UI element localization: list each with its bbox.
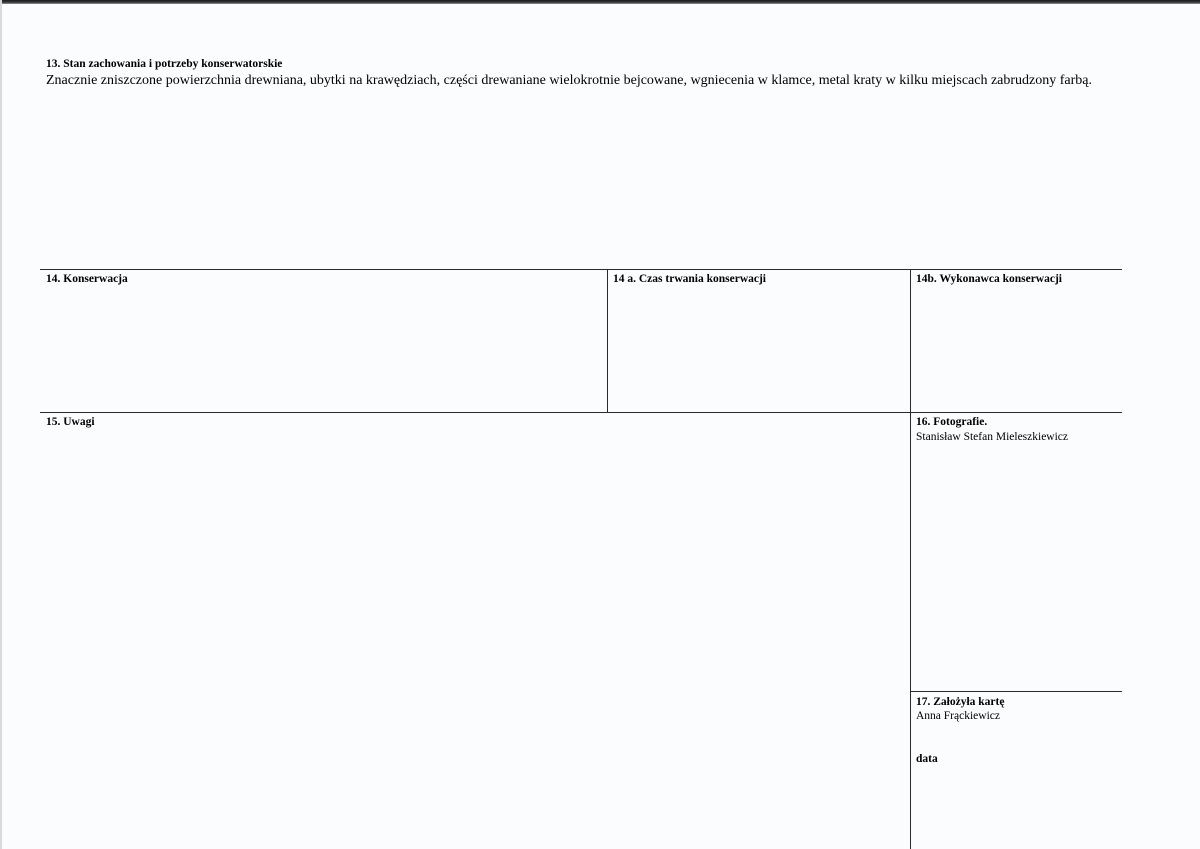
scan-edge-top [0, 0, 1200, 4]
section-14-label: 14. Konserwacja [46, 273, 128, 285]
section-14a-label: 14 a. Czas trwania konserwacji [613, 273, 766, 285]
column-divider-14b [910, 269, 911, 849]
section-17-label: 17. Założyła kartę [916, 696, 1005, 708]
section-17-date-label: data [916, 753, 938, 765]
section-13-condition [46, 57, 1126, 91]
section-16-label: 16. Fotografie. [916, 416, 988, 428]
section-13-content: Znacznie zniszczone powierzchnia drewniana, ubytki na krawędziach, części drewaniane wielokrotnie bejcowane, wgniecenia w klamce, metal kraty w kilku miejscach zabrudzony farbą. [46, 73, 1093, 88]
table-top-border [40, 269, 1122, 270]
section-13-label: 13. Stan zachowania i potrzeby konserwatorskie [46, 58, 283, 70]
section-16-value: Stanisław Stefan Mieleszkiewicz [916, 431, 1069, 443]
section-17-value: Anna Frąckiewicz [916, 710, 1000, 722]
section-14b-label: 14b. Wykonawca konserwacji [916, 273, 1062, 285]
row-divider-17 [910, 691, 1122, 692]
section-15-label: 15. Uwagi [46, 416, 95, 428]
scan-edge-left [0, 0, 2, 849]
column-divider-14a [607, 269, 608, 413]
row-divider-15 [40, 412, 1122, 413]
